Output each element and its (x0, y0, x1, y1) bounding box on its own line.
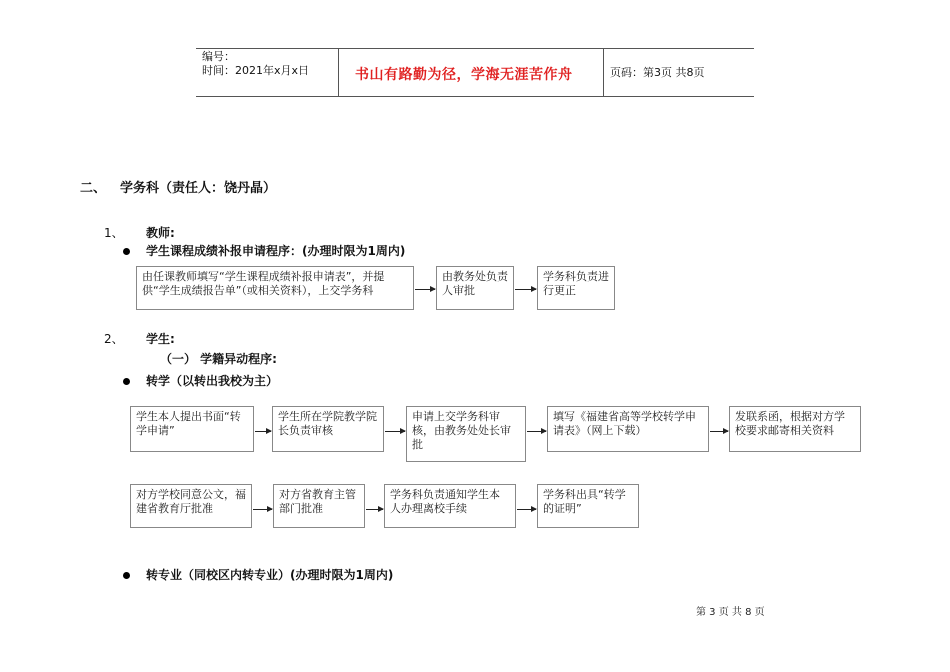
flow-step-application: 学生本人提出书面“转学申请” (130, 406, 254, 452)
flow-step-send-letter: 发联系函，根据对方学校要求邮寄相关资料 (729, 406, 861, 452)
flow-step-college-review: 学生所在学院教学院长负责审核 (272, 406, 384, 452)
arrow-icon (255, 431, 271, 432)
student-number: 2、 (104, 332, 124, 346)
flow-step-province-approve: 对方省教育主管部门批准 (273, 484, 365, 528)
arrow-icon (385, 431, 405, 432)
teacher-number: 1、 (104, 226, 124, 240)
arrow-icon (366, 509, 383, 510)
status-change-title: （一） 学籍异动程序: (160, 352, 277, 366)
bullet-icon (123, 378, 130, 385)
arrow-icon (515, 289, 536, 290)
transfer-title: 转学（以转出我校为主） (146, 374, 279, 388)
page-footer: 第 3 页 共 8 页 (696, 607, 765, 618)
arrow-icon (710, 431, 728, 432)
header-bottom-border (196, 96, 754, 97)
grade-makeup-title: 学生课程成绩补报申请程序：(办理时限为1周内) (146, 244, 406, 258)
flow-step-notify-leave: 学务科负责通知学生本人办理离校手续 (384, 484, 516, 528)
section-title: 学务科（责任人：饶丹晶） (120, 181, 277, 196)
header-divider (338, 48, 339, 97)
arrow-icon (415, 289, 435, 290)
major-transfer-title: 转专业（同校区内转专业）(办理时限为1周内) (146, 568, 394, 582)
flow-step-certificate: 学务科出具“转学的证明” (537, 484, 639, 528)
teacher-title: 教师: (146, 226, 175, 240)
header-divider (603, 48, 604, 97)
flow-step-fill-form: 填写《福建省高等学校转学申请表》（网上下载） (547, 406, 709, 452)
flow-step-teacher-submit: 由任课教师填写“学生课程成绩补报申请表”，并提供“学生成绩报告单”（或相关资料），上交学务科 (136, 266, 414, 310)
flow-step-approval-doc: 对方学校同意公文，福建省教育厅批准 (130, 484, 252, 528)
serial-label: 编号： (202, 50, 235, 63)
bullet-icon (123, 572, 130, 579)
date-label: 时间：2021年x月x日 (202, 64, 310, 77)
section-number: 二、 (80, 181, 107, 196)
header-top-border (196, 48, 754, 49)
arrow-icon (517, 509, 536, 510)
motto-text: 书山有路勤为径，学海无涯苦作舟 (355, 67, 573, 83)
bullet-icon (123, 248, 130, 255)
arrow-icon (253, 509, 272, 510)
arrow-icon (527, 431, 546, 432)
flow-step-office-approve: 申请上交学务科审核，由教务处处长审批 (406, 406, 526, 462)
page-label: 页码：第3页 共8页 (610, 66, 705, 79)
flow-step-dean-approve: 由教务处负责人审批 (436, 266, 514, 310)
flow-step-correct: 学务科负责进行更正 (537, 266, 615, 310)
student-title: 学生: (146, 332, 175, 346)
